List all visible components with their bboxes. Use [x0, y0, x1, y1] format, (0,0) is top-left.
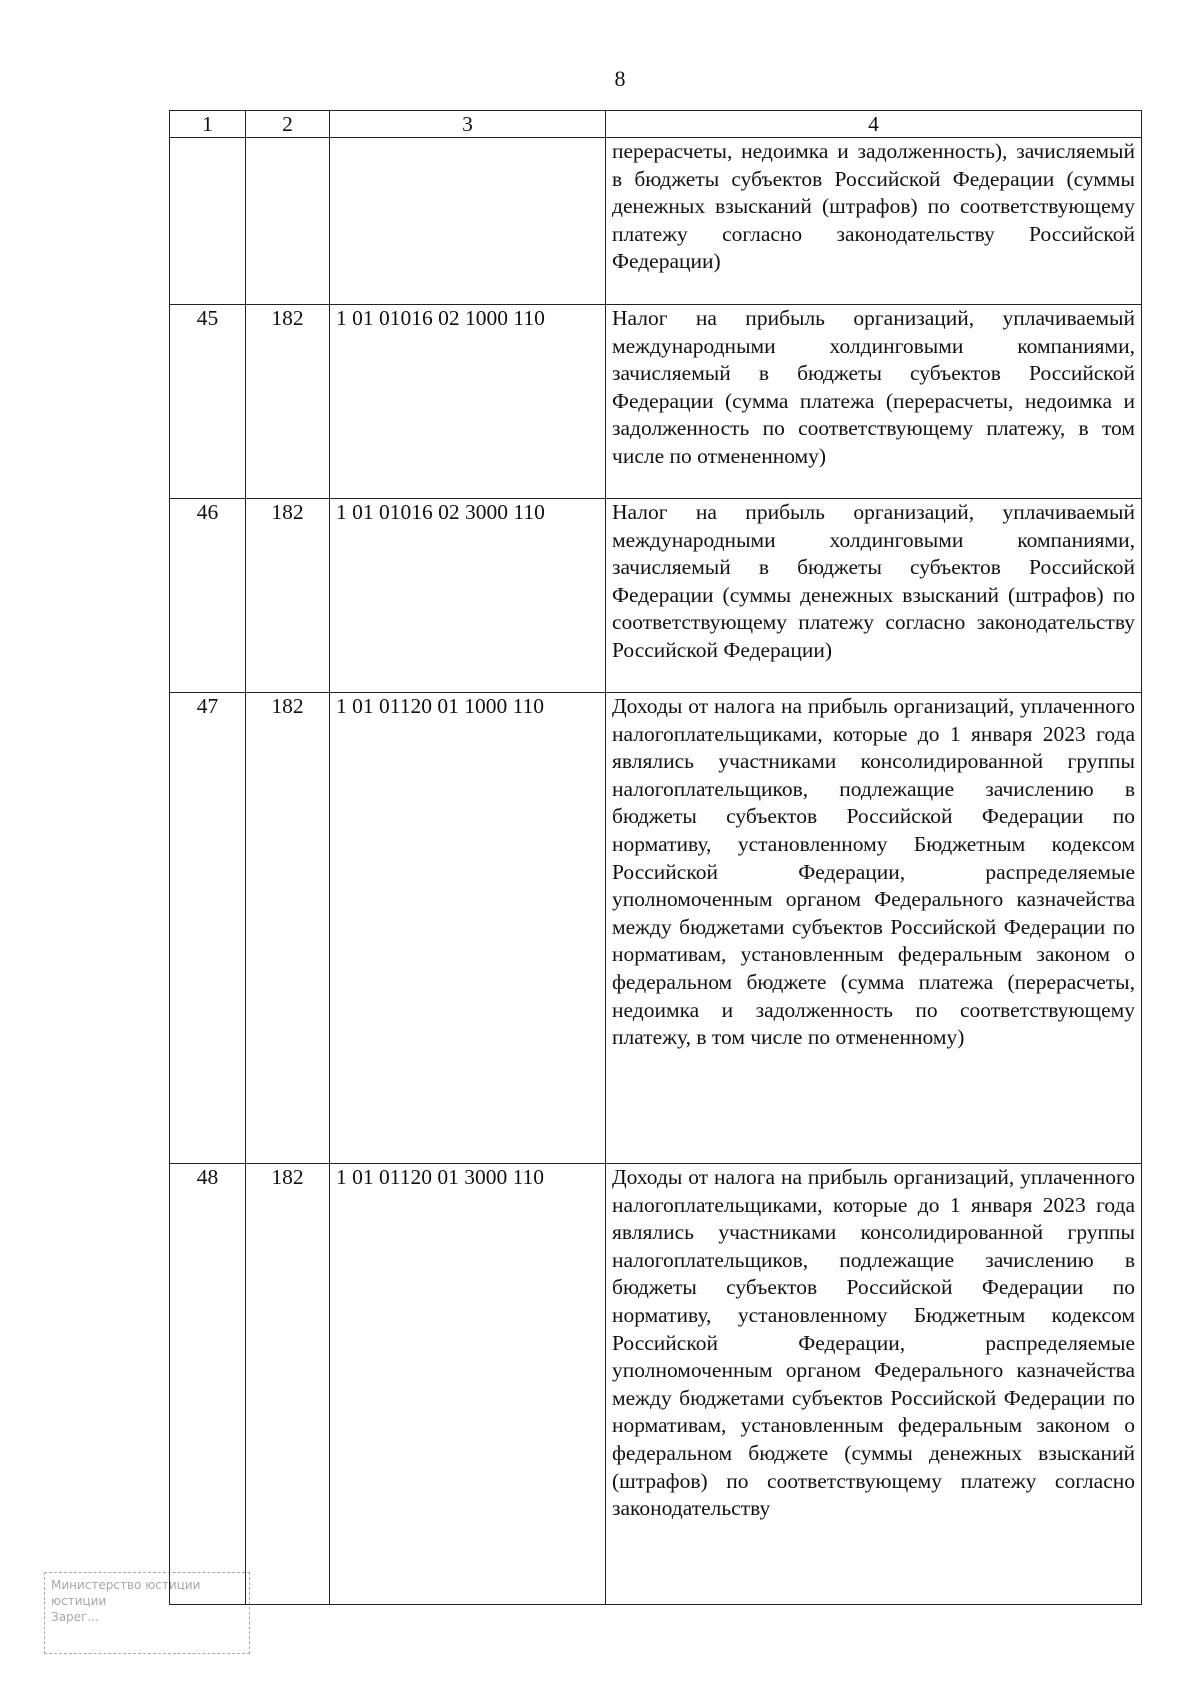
row-budget-code: 1 01 01120 01 1000 110 — [330, 693, 606, 1164]
table-row-continuation — [170, 138, 1142, 305]
column-header-1: 1 — [170, 111, 246, 138]
column-header-3: 3 — [330, 111, 606, 138]
table-cell-empty — [330, 138, 606, 305]
table-cell-empty — [246, 138, 330, 305]
row-budget-code: 1 01 01016 02 1000 110 — [330, 305, 606, 499]
table-cell-empty — [170, 138, 246, 305]
row-number: 46 — [170, 499, 246, 693]
column-header-4: 4 — [606, 111, 1142, 138]
stamp-line: Зарег... — [51, 1610, 99, 1624]
page-number: 8 — [614, 66, 626, 91]
row-number: 48 — [170, 1164, 246, 1605]
row-budget-code: 1 01 01120 01 3000 110 — [330, 1164, 606, 1605]
registration-stamp — [44, 1572, 250, 1654]
table-row — [170, 1164, 1142, 1605]
row-description: Доходы от налога на прибыль организаций, уплаченного налогоплательщиками, которые до 1 января 2023 года являлись участниками консолидированной группы налогоплательщиков, подлежащие зачислению в бюджеты субъектов Российской Федерации по нормативу, установленному Бюджетным кодексом Российской Федерации, распределяемые уполномоченным органом Федерального казначейства между бюджетами субъектов Российской Федерации по нормативам, установленным федеральным законом о федеральном бюджете (сумма платежа (перерасчеты, недоимка и задолженность по соответствующему платежу, в том числе по отмененному) — [606, 693, 1142, 1164]
row-description: перерасчеты, недоимка и задолженность), зачисляемый в бюджеты субъектов Российской Федерации (суммы денежных взысканий (штрафов) по соответствующему платежу согласно законодательству Российской Федерации) — [606, 138, 1142, 305]
row-admin-code: 182 — [246, 305, 330, 499]
row-admin-code: 182 — [246, 693, 330, 1164]
row-number: 47 — [170, 693, 246, 1164]
row-description: Доходы от налога на прибыль организаций, уплаченного налогоплательщиками, которые до 1 января 2023 года являлись участниками консолидированной группы налогоплательщиков, подлежащие зачислению в бюджеты субъектов Российской Федерации по нормативу, установленному Бюджетным кодексом Российской Федерации, распределяемые уполномоченным органом Федерального казначейства между бюджетами субъектов Российской Федерации по нормативам, установленным федеральным законом о федеральном бюджете (суммы денежных взысканий (штрафов) по соответствующему платежу согласно законодательству — [606, 1164, 1142, 1605]
table-header-row — [170, 111, 1142, 138]
row-description: Налог на прибыль организаций, уплачиваемый международными холдинговыми компаниями, зачисляемый в бюджеты субъектов Российской Федерации (суммы денежных взысканий (штрафов) по соответствующему платежу согласно законодательству Российской Федерации) — [606, 499, 1142, 693]
income-codes-table — [169, 110, 1142, 1605]
row-number: 45 — [170, 305, 246, 499]
row-admin-code: 182 — [246, 499, 330, 693]
stamp-line: Министерство юстиции — [51, 1578, 201, 1592]
table-row — [170, 693, 1142, 1164]
column-header-2: 2 — [246, 111, 330, 138]
table-row — [170, 499, 1142, 693]
stamp-line: юстиции — [51, 1594, 107, 1608]
row-budget-code: 1 01 01016 02 3000 110 — [330, 499, 606, 693]
row-admin-code: 182 — [246, 1164, 330, 1605]
row-description: Налог на прибыль организаций, уплачиваемый международными холдинговыми компаниями, зачисляемый в бюджеты субъектов Российской Федерации (сумма платежа (перерасчеты, недоимка и задолженность по соответствующему платежу, в том числе по отмененному) — [606, 305, 1142, 499]
table-row — [170, 305, 1142, 499]
